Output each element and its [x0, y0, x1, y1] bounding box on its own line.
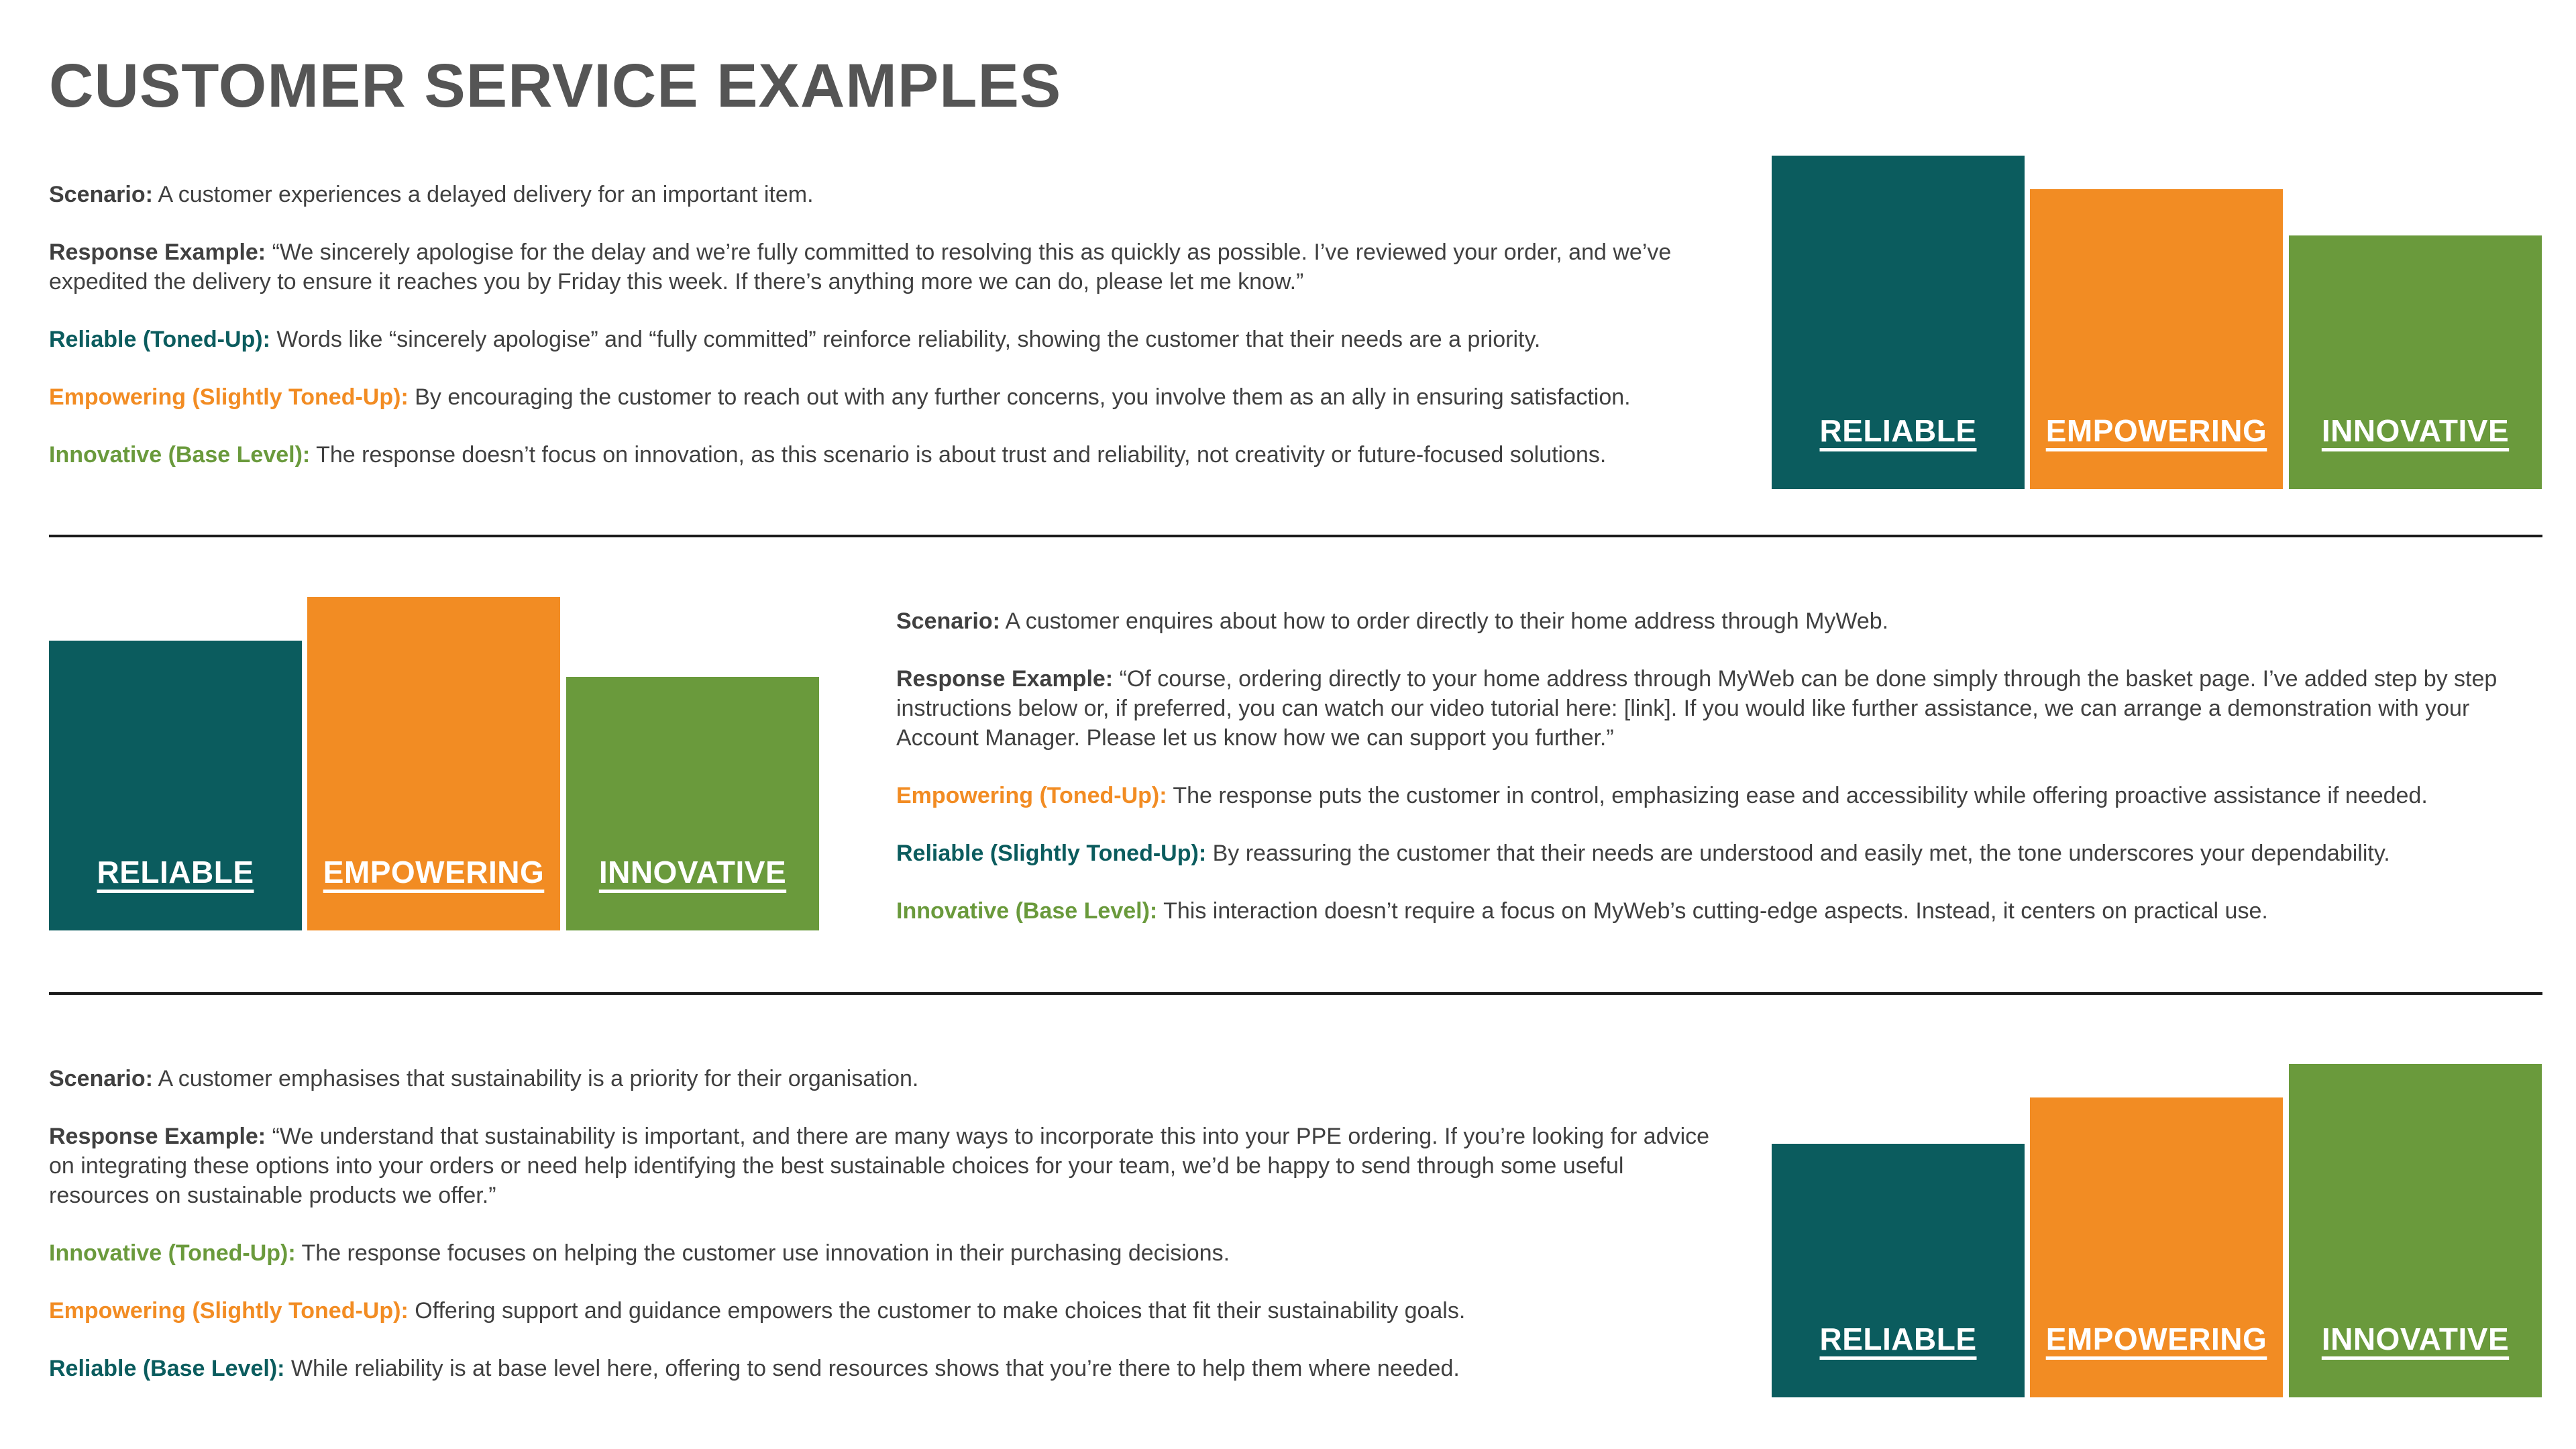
point-reliable: [49, 325, 1719, 354]
point-empowering: [49, 382, 1719, 412]
scenario-label: Scenario:: [896, 608, 1000, 634]
point-text: By reassuring the customer that their needs are understood and easily met, the tone underscores your dependability.: [1206, 841, 2390, 866]
point-label: Innovative (Toned-Up):: [49, 1240, 296, 1266]
bar-empowering: [2030, 1097, 2283, 1397]
response-example: [896, 664, 2542, 753]
bar-reliable: [1772, 156, 2025, 489]
point-text: The response doesn’t focus on innovation, as this scenario is about trust and reliability, not creativity or future-focused solutions.: [310, 442, 1607, 468]
scenario-text: A customer experiences a delayed delivery for an important item.: [152, 182, 814, 207]
scenario-label: Scenario:: [49, 1066, 153, 1091]
point-text: The response puts the customer in control, emphasizing ease and accessibility while offering proactive assistance if needed.: [1167, 783, 2428, 808]
response-text: “We understand that sustainability is important, and there are many ways to incorporate this into your PPE ordering. If you’re looking for advice on integrating these options into your orders or need help identifying the best sustainable choices for your team, we’d be happy to send through some useful resources on sustainable products we offer.”: [49, 1124, 1710, 1208]
bar-innovative: [2289, 235, 2542, 489]
point-empowering: [49, 1296, 1719, 1326]
point-text: Words like “sincerely apologise” and “fully committed” reinforce reliability, showing the customer that their needs are a priority.: [270, 327, 1541, 352]
response-label: Response Example:: [49, 239, 266, 265]
point-label: Innovative (Base Level):: [49, 442, 311, 468]
bar-label: RELIABLE: [1819, 1322, 1977, 1356]
bar-reliable: [49, 641, 302, 930]
response-text: “We sincerely apologise for the delay and we’re fully committed to resolving this as quickly as possible. I’ve reviewed your order, and we’ve expedited the delivery to ensure it reaches you by Friday this week. If there’s anything more we can do, please let me know.”: [49, 239, 1672, 294]
bar-innovative: [2289, 1064, 2542, 1397]
point-label: Empowering (Slightly Toned-Up):: [49, 384, 409, 410]
point-label: Empowering (Toned-Up):: [896, 783, 1167, 808]
bar-empowering: [2030, 189, 2283, 489]
scenario: [49, 180, 1719, 209]
point-label: Reliable (Slightly Toned-Up):: [896, 841, 1207, 866]
scenario-text: A customer enquires about how to order directly to their home address through MyWeb.: [1000, 608, 1889, 634]
bar-label: EMPOWERING: [2045, 413, 2267, 448]
point-reliable: [49, 1354, 1719, 1383]
divider: [49, 535, 2542, 537]
bar-label: RELIABLE: [97, 855, 254, 890]
response-label: Response Example:: [896, 666, 1114, 692]
point-innovative: [896, 896, 2542, 926]
bar-empowering: [307, 597, 560, 930]
point-label: Reliable (Base Level):: [49, 1356, 285, 1381]
scenario-text: A customer emphasises that sustainability is a priority for their organisation.: [152, 1066, 919, 1091]
point-innovative: [49, 1238, 1719, 1268]
point-innovative: [49, 440, 1719, 470]
point-text: While reliability is at base level here, offering to send resources shows that you’re there to help them where needed.: [284, 1356, 1460, 1381]
response-label: Response Example:: [49, 1124, 266, 1149]
response-example: [49, 1122, 1719, 1210]
bar-label: EMPOWERING: [323, 855, 545, 890]
bar-label: INNOVATIVE: [2321, 1322, 2510, 1356]
point-empowering: [896, 781, 2542, 810]
point-reliable: [896, 839, 2542, 868]
response-text: “Of course, ordering directly to your home address through MyWeb can be done simply through the basket page. I’ve added step by step instructions below or, if preferred, you can watch our video tutorial here: [link]. If you would like further assistance, we can arrange a demonstration with your Account Manager. Please let us know how we can support you further.”: [896, 666, 2498, 751]
section-2-text: [896, 606, 2542, 954]
point-text: This interaction doesn’t require a focus on MyWeb’s cutting-edge aspects. Instead, it centers on practical use.: [1157, 898, 2268, 924]
point-text: The response focuses on helping the customer use innovation in their purchasing decisions.: [295, 1240, 1230, 1266]
section-1-text: [49, 180, 1719, 498]
bar-label: RELIABLE: [1819, 413, 1977, 448]
divider: [49, 992, 2542, 995]
scenario: [896, 606, 2542, 636]
point-text: Offering support and guidance empowers the customer to make choices that fit their sustainability goals.: [408, 1298, 1466, 1324]
section-3-text: [49, 1064, 1719, 1411]
bar-label: INNOVATIVE: [598, 855, 787, 890]
scenario-label: Scenario:: [49, 182, 153, 207]
bar-reliable: [1772, 1144, 2025, 1397]
point-label: Empowering (Slightly Toned-Up):: [49, 1298, 409, 1324]
point-text: By encouraging the customer to reach out with any further concerns, you involve them as an ally in ensuring satisfaction.: [408, 384, 1631, 410]
bar-innovative: [566, 677, 819, 930]
point-label: Reliable (Toned-Up):: [49, 327, 270, 352]
point-label: Innovative (Base Level):: [896, 898, 1158, 924]
bar-label: EMPOWERING: [2045, 1322, 2267, 1356]
scenario: [49, 1064, 1719, 1093]
page-title: CUSTOMER SERVICE EXAMPLES: [49, 52, 1062, 120]
response-example: [49, 237, 1719, 297]
bar-label: INNOVATIVE: [2321, 413, 2510, 448]
